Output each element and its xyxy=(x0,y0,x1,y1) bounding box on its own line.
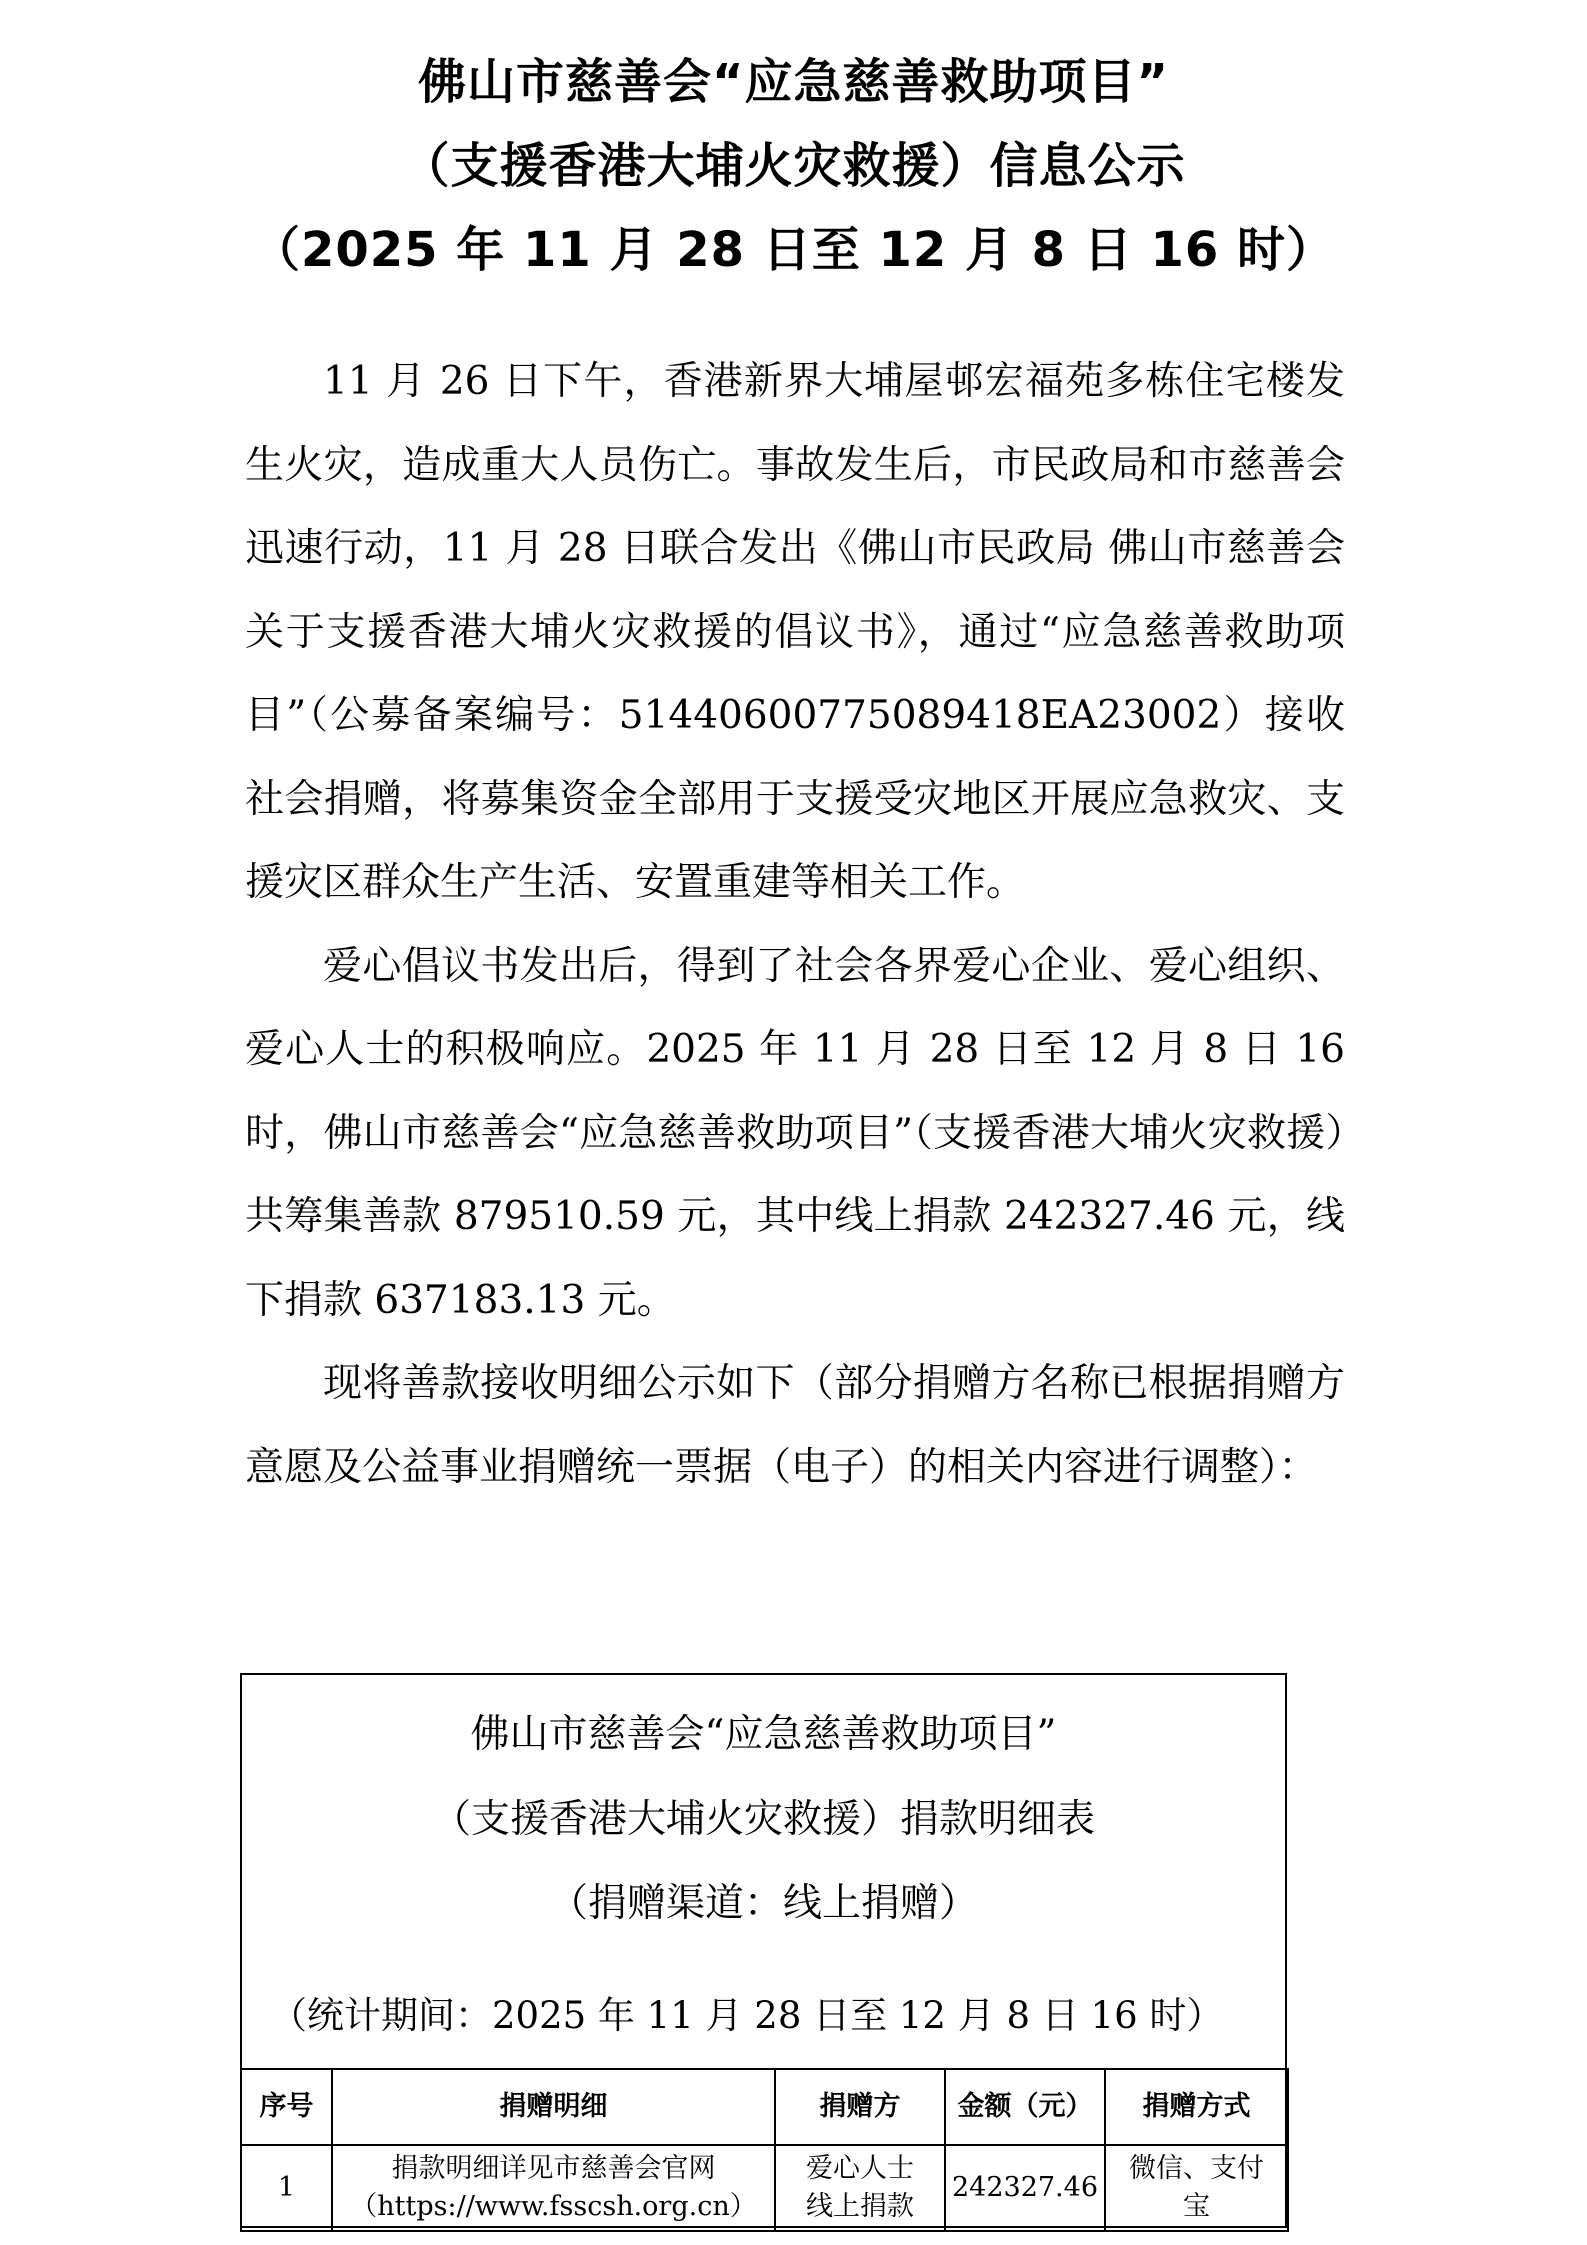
detail-link[interactable]: （https://www.fsscsh.org.cn） xyxy=(350,2191,757,2222)
table-row xyxy=(241,2145,1288,2231)
document-title xyxy=(0,40,1587,292)
cell-detail xyxy=(332,2145,775,2231)
cell-amount: 242327.46 xyxy=(945,2145,1105,2231)
donation-table xyxy=(240,2068,1289,2232)
cell-serial: 1 xyxy=(241,2145,332,2231)
detail-period: （统计期间：2025 年 11 月 28 日至 12 月 8 日 16 时） xyxy=(270,1994,1224,2037)
detail-text-line-1: 捐款明细详见市慈善会官网 xyxy=(391,2153,716,2184)
detail-title-line-1: 佛山市慈善会“应急慈善救助项目” xyxy=(470,1712,1057,1757)
paragraph-intro: 11 月 26 日下午，香港新界大埔屋邨宏福苑多栋住宅楼发生火灾，造成重大人员伤亡。事故发生后，市民政局和市慈善会迅速行动，11 月 28 日联合发出《佛山市民政局 佛山市慈善会关于支援香港大埔火灾救援的倡议书》，通过“应急慈善救助项目”（公募备案编号：51440600775089418EA23002）接收社会捐赠，将募集资金全部用于支援受灾地区开展应急救灾、支援灾区群众生产生活、安置重建等相关工作。 xyxy=(245,359,1345,905)
header-donor: 捐赠方 xyxy=(775,2069,945,2145)
detail-title-line-2: （支援香港大埔火灾救援）捐款明细表 xyxy=(431,1797,1095,1842)
header-amount: 金额（元） xyxy=(945,2069,1105,2145)
title-line-1: 佛山市慈善会“应急慈善救助项目” xyxy=(417,54,1170,110)
header-method: 捐赠方式 xyxy=(1105,2069,1288,2145)
donation-detail-box xyxy=(240,1673,1287,2228)
donor-line-1: 爱心人士 xyxy=(806,2153,914,2184)
cell-donor xyxy=(775,2145,945,2231)
paragraph-notice: 现将善款接收明细公示如下（部分捐赠方名称已根据捐赠方意愿及公益事业捐赠统一票据（电子）的相关内容进行调整）： xyxy=(245,1361,1345,1490)
method-line-1: 微信、支付 xyxy=(1129,2153,1264,2184)
title-line-3: （2025 年 11 月 28 日至 12 月 8 日 16 时） xyxy=(251,222,1335,278)
header-serial: 序号 xyxy=(241,2069,332,2145)
table-header-row xyxy=(241,2069,1288,2145)
cell-method xyxy=(1105,2145,1288,2231)
header-detail: 捐赠明细 xyxy=(332,2069,775,2145)
method-line-2: 宝 xyxy=(1183,2191,1210,2222)
paragraph-summary: 爱心倡议书发出后，得到了社会各界爱心企业、爱心组织、爱心人士的积极响应。2025 年 11 月 28 日至 12 月 8 日 16 时，佛山市慈善会“应急慈善救助项目”（支援香港大埔火灾救援）共筹集善款 879510.59 元，其中线上捐款 242327.46 元，线下捐款 637183.13 元。 xyxy=(245,943,1345,1323)
title-line-2: （支援香港大埔火灾救援）信息公示 xyxy=(401,138,1186,194)
detail-channel: （捐赠渠道：线上捐赠） xyxy=(548,1881,978,1926)
body-text xyxy=(245,340,1345,1509)
donor-line-2: 线上捐款 xyxy=(806,2191,914,2222)
